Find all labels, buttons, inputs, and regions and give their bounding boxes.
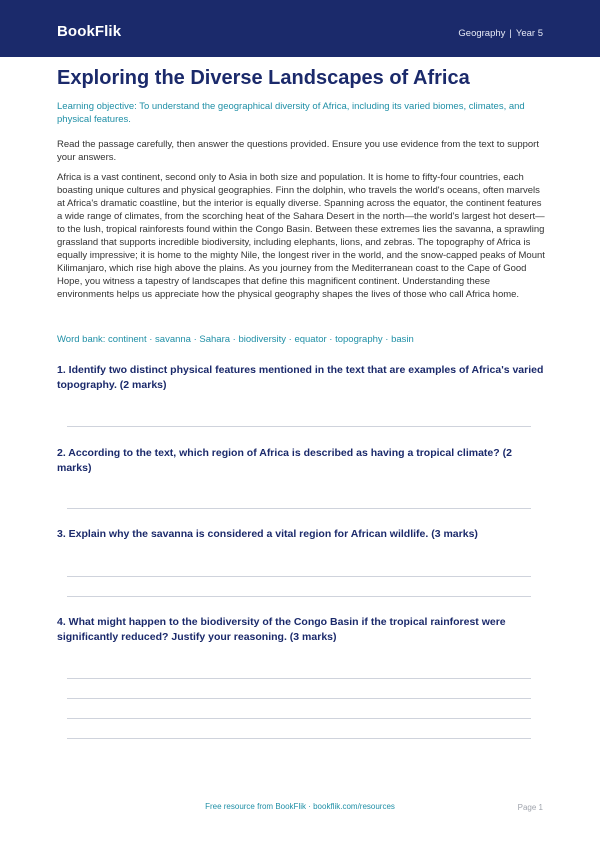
question-2: 2. According to the text, which region of Africa is described as having a tropical climate? (2 marks): [57, 447, 512, 474]
answer-line[interactable]: [67, 698, 531, 699]
answer-line[interactable]: [67, 426, 531, 427]
word-bank: Word bank: continent · savanna · Sahara · biodiversity · equator · topography · basin: [57, 334, 414, 345]
question-1: 1. Identify two distinct physical features mentioned in the text that are examples of Africa's varied topography. (2 marks): [57, 364, 544, 391]
question-3: 3. Explain why the savanna is considered a vital region for African wildlife. (3 marks): [57, 528, 478, 540]
reading-passage: Africa is a vast continent, second only to Asia in both size and population. It is home to fifty-four countries, each boasting unique cultures and physical geographies. Finn the dolphin, who travels the world's oceans, often marvels at Africa's dramatic coastline, but the interior is equally diverse. Spanning across the equator, the continent features a wide range of climates, from the scorching heat of the Sahara Desert in the north—the world's largest hot desert—to the lush, tropical rainforests found within the Congo Basin. Between these extremes lies the savanna, a sprawling grassland that supports incredible biodiversity, including elephants, lions, and zebras. The topography of Africa is equally impressive; it is home to the mighty Nile, the longest river in the world, and the snow-capped peaks of Mount Kilimanjaro, which rise high above the plains. As you journey from the Mediterranean coast to the Cape of Good Hope, you witness a tapestry of landscapes that define this magnificent continent. Understanding these environments helps us appreciate how the physical geography shapes the lives of those who call Africa home.: [57, 172, 545, 300]
page-number: Page 1: [517, 803, 543, 812]
learning-objective: Learning objective: To understand the geographical diversity of Africa, including its varied biomes, climates, and physical features.: [57, 101, 525, 125]
answer-line[interactable]: [67, 678, 531, 679]
subject-label: [458, 28, 543, 39]
worksheet-title: Exploring the Diverse Landscapes of Africa: [57, 67, 470, 89]
answer-line[interactable]: [67, 576, 531, 577]
separator: |: [509, 28, 512, 39]
footer-source[interactable]: Free resource from BookFlik · bookflik.com/resources: [205, 802, 395, 811]
question-4: 4. What might happen to the biodiversity of the Congo Basin if the tropical rainforest were significantly reduced? Justify your reasoning. (3 marks): [57, 616, 506, 643]
instructions: Read the passage carefully, then answer the questions provided. Ensure you use evidence from the text to support your answers.: [57, 139, 539, 163]
subject-name: Geography: [458, 28, 506, 39]
year-level: Year 5: [515, 28, 543, 39]
brand-logo[interactable]: BookFlik: [57, 23, 122, 40]
answer-line[interactable]: [67, 596, 531, 597]
page-header: [0, 0, 600, 57]
answer-line[interactable]: [67, 718, 531, 719]
answer-line[interactable]: [67, 738, 531, 739]
answer-line[interactable]: [67, 508, 531, 509]
